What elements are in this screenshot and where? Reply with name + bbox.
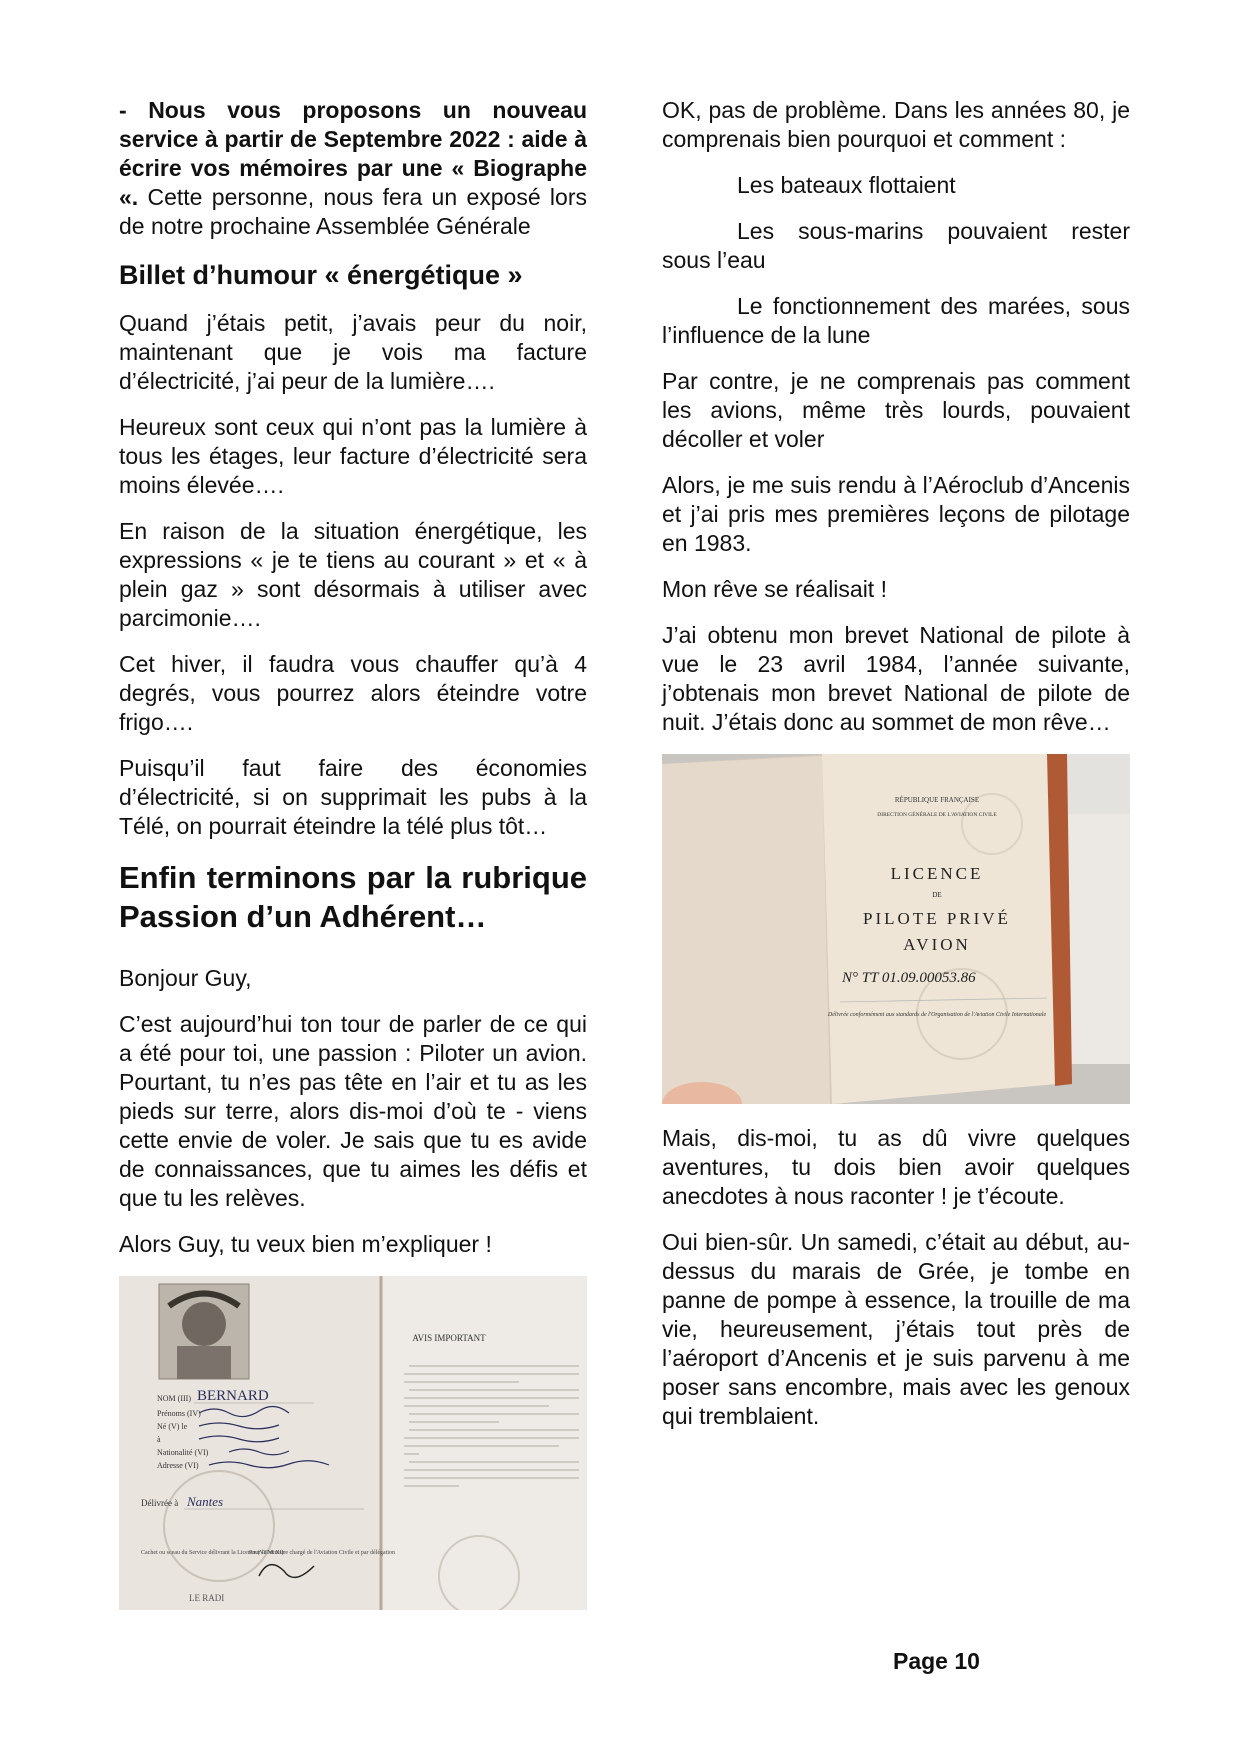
ne-label: Né (V) le bbox=[157, 1422, 188, 1431]
license-interior-photo bbox=[119, 1276, 587, 1610]
billet-paragraph-5: Puisqu’il faut faire des économies d’électricité, si on supprimait les pubs à la Télé, on pourrait éteindre la télé plus tôt… bbox=[119, 755, 587, 839]
rubrique-title: Enfin terminons par la rubrique Passion d’un Adhérent… bbox=[119, 860, 587, 934]
ministre-label: Pour le Ministre chargé de l'Aviation Civile et par délégation bbox=[249, 1550, 395, 1556]
right-paragraph-7: Oui bien-sûr. Un samedi, c’était au début, au-dessus du marais de Grée, je tombe en panne de pompe à essence, la trouille de ma vie, heureusement, j’étais tout près de l’aéroport d’Ancenis et je suis parvenu à me poser sans encombre, mais avec les genoux qui tremblaient. bbox=[662, 1229, 1130, 1429]
prenoms-label: Prénoms (IV) bbox=[157, 1409, 201, 1418]
indented-paragraph-3: Le fonctionnement des marées, sous l’influence de la lune bbox=[662, 293, 1130, 348]
pilote-text: PILOTE PRIVÉ bbox=[863, 909, 1011, 928]
a-label: à bbox=[157, 1435, 161, 1444]
de-text: DE bbox=[932, 891, 942, 899]
right-paragraph-5: J’ai obtenu mon brevet National de pilote à vue le 23 avril 1984, l’année suivante, j’obtenais mon brevet National de pilote de nuit. J’étais donc au sommet de mon rêve… bbox=[662, 622, 1130, 735]
license-cover-illustration bbox=[662, 754, 1130, 1104]
billet-paragraph-4: Cet hiver, il faudra vous chauffer qu’à 4 degrés, vous pourrez alors éteindre votre frigo…. bbox=[119, 651, 587, 735]
page-number: Page 10 bbox=[893, 1648, 980, 1674]
nom-value: BERNARD bbox=[197, 1388, 269, 1404]
nationalite-label: Nationalité (VI) bbox=[157, 1448, 209, 1457]
license-interior-illustration bbox=[119, 1276, 587, 1610]
right-paragraph-2: Par contre, je ne comprenais pas comment les avions, même très lourds, pouvaient décoller et voler bbox=[662, 368, 1130, 452]
left-column bbox=[119, 96, 587, 1630]
intro-bold-text: - Nous vous proposons un nouveau service à partir de Septembre 2022 : aide à écrire vos mémoires par une « Biographe «. bbox=[119, 97, 587, 210]
nom-label: NOM (III) bbox=[157, 1394, 191, 1403]
indented-paragraph-1: Les bateaux flottaient bbox=[737, 172, 956, 198]
interview-paragraph-2: C’est aujourd’hui ton tour de parler de ce qui a été pour toi, une passion : Piloter un avion. Pourtant, tu n’es pas tête en l’air et tu as les pieds sur terre, alors dis-moi d’où te - viens cette envie de voler. Je sais que tu es avide de connaissances, que tu aimes les défis et que tu les relèves. bbox=[119, 1011, 587, 1211]
billet-paragraph-3: En raison de la situation énergétique, les expressions « je te tiens au courant » et « à plein gaz » sont désormais à utiliser avec parcimonie…. bbox=[119, 518, 587, 631]
right-paragraph-3: Alors, je me suis rendu à l’Aéroclub d’Ancenis et j’ai pris mes premières leçons de pilotage en 1983. bbox=[662, 472, 1130, 556]
indented-paragraph-2: Les sous-marins pouvaient rester sous l’eau bbox=[662, 218, 1130, 273]
numero-text: N° TT 01.09.00053.86 bbox=[842, 970, 976, 986]
intro-paragraph bbox=[119, 96, 587, 241]
intro-rest-text: Cette personne, nous fera un exposé lors de notre prochaine Assemblée Générale bbox=[119, 184, 587, 239]
license-cover-photo bbox=[662, 754, 1130, 1104]
right-column bbox=[662, 96, 1130, 1448]
direction-text: DIRECTION GÉNÉRALE DE L'AVIATION CIVILE bbox=[877, 812, 997, 818]
right-paragraph-1: OK, pas de problème. Dans les années 80, je comprenais bien pourquoi et comment : bbox=[662, 97, 1130, 152]
avion-text: AVION bbox=[903, 935, 971, 954]
delivree-text: Délivrée conformément aux standards de l'Organisation de l'Aviation Civile Internationale bbox=[827, 1012, 1047, 1018]
bottom-label: LE RADI bbox=[189, 1593, 225, 1603]
interview-paragraph-3: Alors Guy, tu veux bien m’expliquer ! bbox=[119, 1231, 492, 1257]
delivree-value: Nantes bbox=[187, 1494, 224, 1509]
interview-paragraph-1: Bonjour Guy, bbox=[119, 965, 252, 991]
right-paragraph-4: Mon rêve se réalisait ! bbox=[662, 576, 887, 602]
avis-title: AVIS IMPORTANT bbox=[412, 1333, 486, 1343]
delivree-label: Délivrée à bbox=[141, 1498, 179, 1508]
adresse-label: Adresse (VI) bbox=[157, 1461, 199, 1470]
licence-text: LICENCE bbox=[890, 864, 984, 883]
right-paragraph-6: Mais, dis-moi, tu as dû vivre quelques aventures, tu dois bien avoir quelques anecdotes à nous raconter ! je t’écoute. bbox=[662, 1125, 1130, 1209]
billet-paragraph-2: Heureux sont ceux qui n’ont pas la lumière à tous les étages, leur facture d’électricité sera moins élevée…. bbox=[119, 414, 587, 498]
cachet-label: Cachet ou sceau du Service délivrant la Licence (VII et XI) bbox=[141, 1550, 284, 1556]
billet-title: Billet d’humour « énergétique » bbox=[119, 260, 523, 290]
republique-text: RÉPUBLIQUE FRANÇAISE bbox=[894, 796, 980, 804]
billet-paragraph-1: Quand j’étais petit, j’avais peur du noir, maintenant que je vois ma facture d’électricité, j’ai peur de la lumière…. bbox=[119, 310, 587, 394]
